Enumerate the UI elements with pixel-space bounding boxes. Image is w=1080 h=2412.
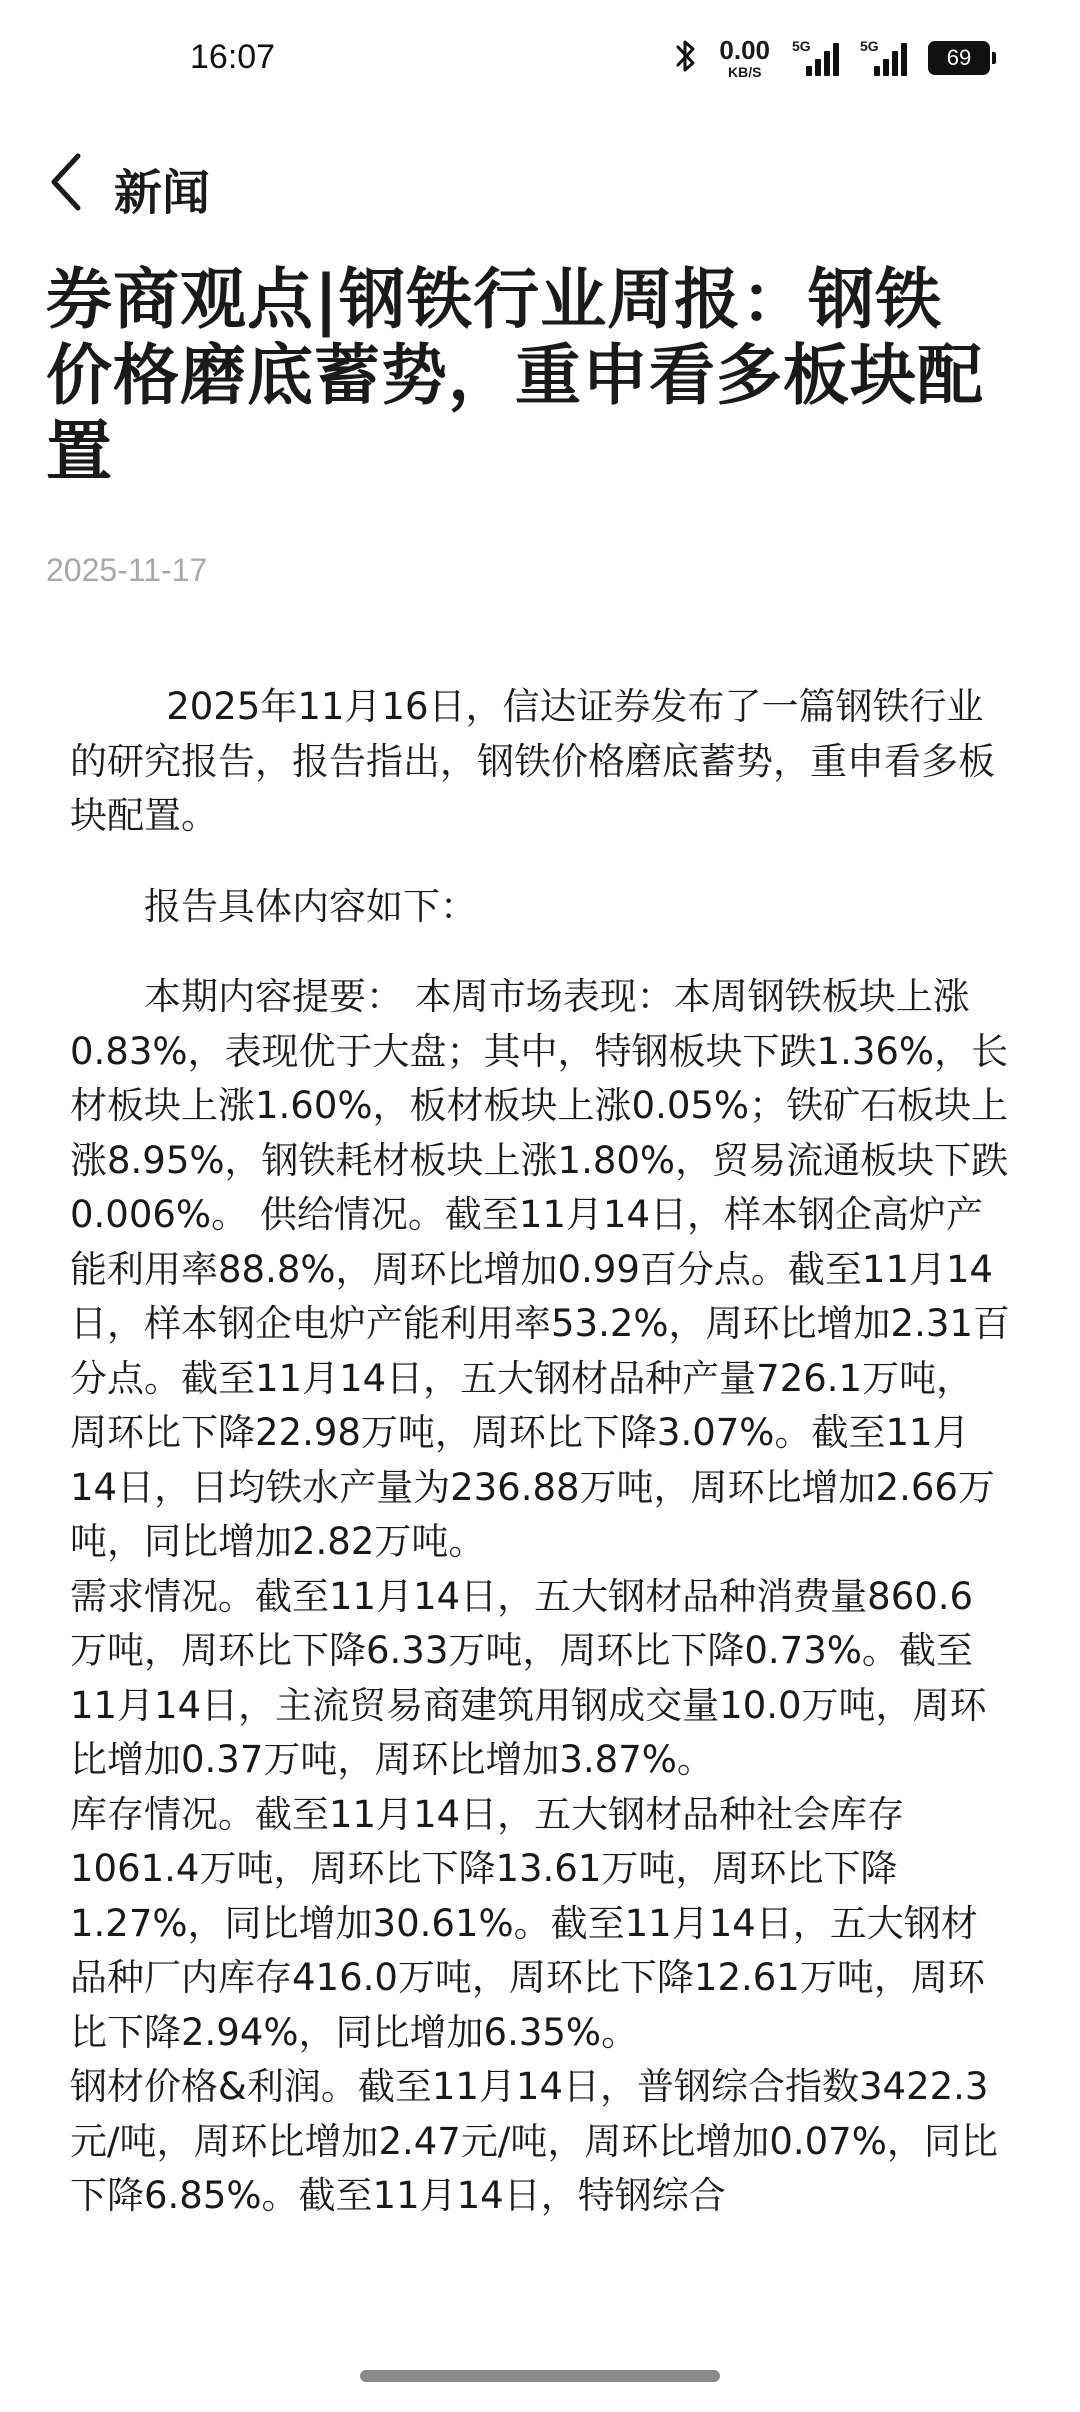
- back-button[interactable]: [36, 148, 96, 220]
- article-paragraph: 库存情况。截至11月14日，五大钢材品种社会库存1061.4万吨，周环比下降13.61万吨，周环比下降1.27%，同比增加30.61%。截至11月14日，五大钢材品种厂内库存416.0万吨，周环比下降12.61万吨，周环比下降2.94%，同比增加6.35%。: [70, 1792, 985, 2054]
- nav-title: 新闻: [114, 165, 211, 221]
- signal-icon: [860, 38, 906, 78]
- battery-level: 69: [946, 45, 972, 70]
- battery-icon: [928, 41, 990, 75]
- network-speed-unit: KB/S: [727, 64, 762, 80]
- chevron-left-icon: [48, 152, 84, 216]
- status-time: 16:07: [190, 38, 276, 76]
- network-speed-value: 0.00: [719, 35, 770, 65]
- article-paragraph: 2025年11月16日，信达证券发布了一篇钢铁行业的研究报告，报告指出，钢铁价格磨底蓄势，重申看多板块配置。: [70, 685, 995, 837]
- network-speed: [719, 37, 770, 79]
- bluetooth-icon: [675, 37, 697, 79]
- status-bar: [0, 0, 1080, 120]
- home-indicator[interactable]: [360, 2370, 720, 2382]
- article-date: 2025-11-17: [46, 552, 208, 588]
- sim1-network-label: 5G: [792, 38, 811, 54]
- nav-header: [0, 140, 1080, 230]
- signal-icon: [792, 38, 838, 78]
- article-paragraph: 需求情况。截至11月14日，五大钢材品种消费量860.6万吨，周环比下降6.33万吨，周环比下降0.73%。截至11月14日，主流贸易商建筑用钢成交量10.0万吨，周环比增加0.37万吨，周环比增加3.87%。: [70, 1574, 987, 1781]
- article-paragraph: 本期内容提要： 本周市场表现：本周钢铁板块上涨0.83%，表现优于大盘；其中，特钢板块下跌1.36%，长材板块上涨1.60%，板材板块上涨0.05%；铁矿石板块上涨8.95%，钢铁耗材板块上涨1.80%，贸易流通板块下跌0.006%。 供给情况。截至11月14日，样本钢企高炉产能利用率88.8%，周环比增加0.99百分点。截至11月14日，样本钢企电炉产能利用率53.2%，周环比增加2.31百分点。截至11月14日，五大钢材品种产量726.1万吨，周环比下降22.98万吨，周环比下降3.07%。截至11月14日，日均铁水产量为236.88万吨，周环比增加2.66万吨，同比增加2.82万吨。: [70, 975, 1010, 1563]
- sim2-network-label: 5G: [860, 38, 879, 54]
- article-title: 券商观点|钢铁行业周报：钢铁价格磨底蓄势，重申看多板块配置: [46, 261, 984, 490]
- status-icons: [675, 36, 990, 80]
- article-paragraph: 钢材价格&利润。截至11月14日，普钢综合指数3422.3元/吨，周环比增加2.47元/吨，周环比增加0.07%，同比下降6.85%。截至11月14日，特钢综合: [70, 2065, 998, 2217]
- article-paragraph: 报告具体内容如下：: [144, 884, 477, 928]
- article-body: [70, 680, 1010, 2224]
